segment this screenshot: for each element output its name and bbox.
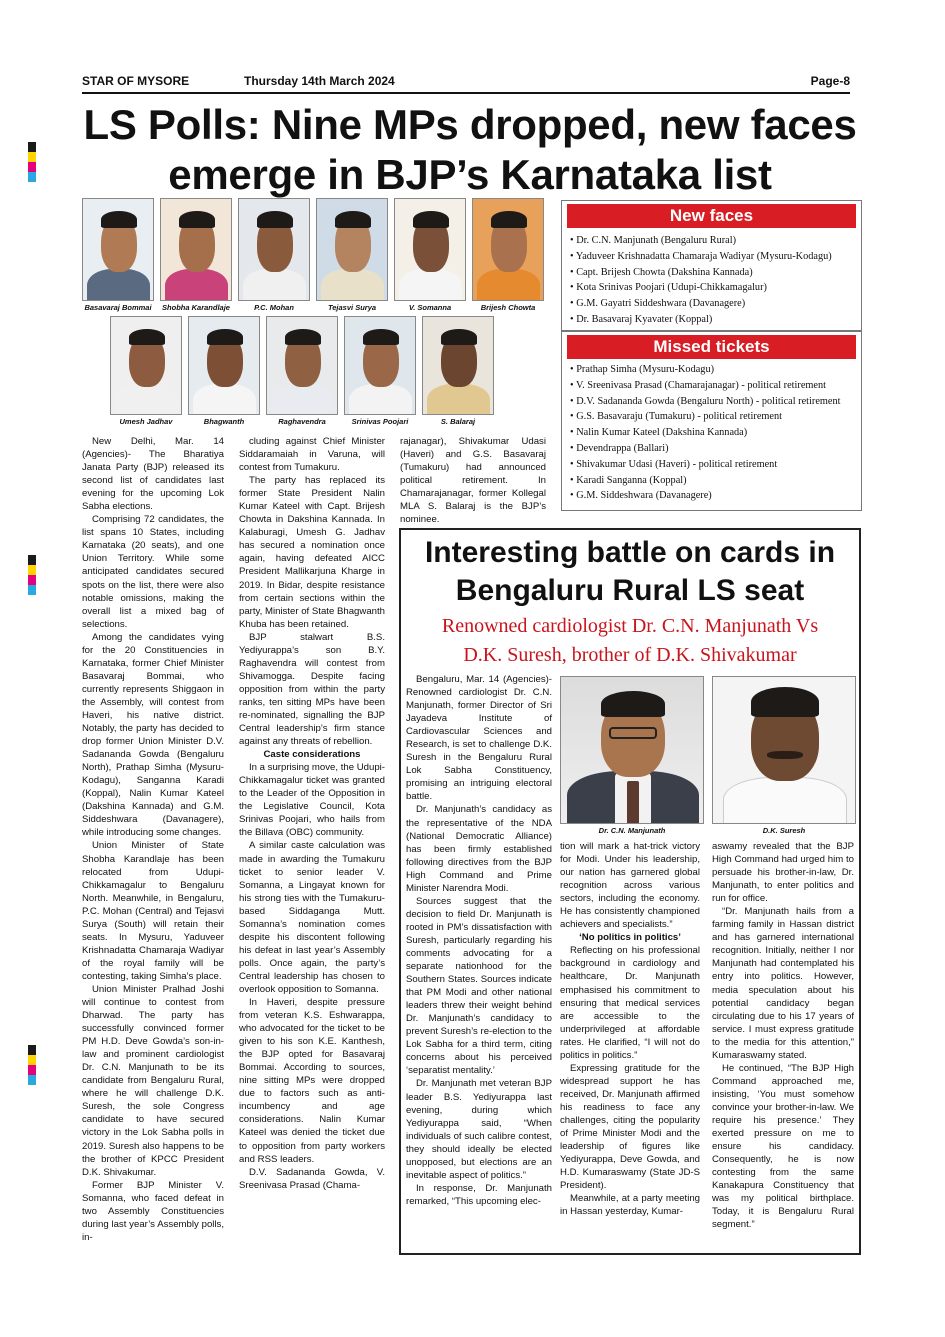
subheading-caste: Caste considerations bbox=[263, 749, 361, 761]
photo-caption: Tejasvi Surya bbox=[327, 303, 377, 312]
paragraph: aswamy revealed that the BJP High Command had urged him to persuade his brother-in-law, Dr. Manjunath, to enter politics and run for office. bbox=[712, 841, 854, 905]
paper-name: STAR OF MYSORE bbox=[82, 74, 190, 88]
politician-photo bbox=[238, 198, 310, 301]
paragraph: D.V. Sadananda Gowda, V. Sreenivasa Prasad (Chama- bbox=[239, 1166, 385, 1191]
politician-photo bbox=[472, 198, 544, 301]
photo-caption: Bhagwanth bbox=[203, 417, 245, 426]
politician-photo bbox=[344, 316, 416, 415]
story2-column-1 bbox=[406, 673, 552, 1208]
paragraph: Dr. Manjunath met veteran BJP leader B.S. Yediyurappa last evening, during which Yediyurappa said, “When individuals of such calibre contest, they should ideally be elected unopposed, but elections are an inevitable aspect of politics.” bbox=[406, 1078, 552, 1181]
photo-manjunath bbox=[560, 676, 704, 824]
photo-caption: Umesh Jadhav bbox=[119, 417, 173, 426]
list-item: • Prathap Simha (Mysuru-Kodagu) bbox=[570, 362, 857, 378]
masthead-rule bbox=[82, 92, 850, 94]
politician-photo bbox=[188, 316, 260, 415]
list-item: • G.S. Basavaraju (Tumakuru) - political retirement bbox=[570, 409, 857, 425]
story2-headline-line2: Bengaluru Rural LS seat bbox=[455, 574, 805, 607]
list-item: • Dr. Basavaraj Kyavater (Koppal) bbox=[570, 312, 857, 328]
photo-caption: Basavaraj Bommai bbox=[84, 303, 152, 312]
politician-photo bbox=[266, 316, 338, 415]
list-item: • V. Sreenivasa Prasad (Chamarajanagar) - political retirement bbox=[570, 378, 857, 394]
paragraph: In Haveri, despite pressure from veteran K.S. Eshwarappa, who advocated for the ticket to be given to his son K.E. Kanthesh, the BJP opted for Basavaraj Bommai. According to sources, nine sitting MPs were dropped due to factors such as anti-incumbency and age considerations. Nalin Kumar Kateel was denied the ticket due to opposition from party workers and RSS leaders. bbox=[239, 997, 385, 1165]
paragraph: Union Minister of State Shobha Karandlaje has been relocated from Udupi-Chikkamagalur to Bengaluru North. Meanwhile, in Bengaluru, P.C. Mohan (Central) and Tejasvi Surya (South) will retain their seats. In Mysuru, Yaduveer Krishnadatta Chamaraja Wadiyar of the royal family will be contesting, taking Simha’s place. bbox=[82, 840, 224, 982]
new-faces-box bbox=[561, 200, 862, 331]
paragraph: Expressing gratitude for the widespread support he has received, Dr. Manjunath affirmed his readiness to face any challenges, citing the popularity of Prime Minister Modi and the leadership of figures like Yediyurappa, Deve Gowda, and H.D. Kumaraswamy (State JD-S President). bbox=[560, 1062, 700, 1192]
registration-marks-mid bbox=[28, 555, 36, 595]
paragraph: Dr. Manjunath’s candidacy as the representative of the NDA (National Democratic Alliance) has been firmly established following directives from the BJP High Command and Prime Minister Narendra Modi. bbox=[406, 804, 552, 894]
paragraph: Sources suggest that the decision to field Dr. Manjunath is rooted in PM’s dissatisfaction with Suresh, particularly regarding his comments advocating for a separate nationhood for the Southern States. Sources indicate that PM Modi and other national leaders threw their weight behind Dr. Manjunath’s candidacy to prevent Suresh’s re-election to the Lok Sabha for a third term, citing concerns about his perceived ‘separatist mentality.’ bbox=[406, 895, 552, 1077]
photo-caption: Raghavendra bbox=[278, 417, 326, 426]
story2-deck-line1: Renowned cardiologist Dr. C.N. Manjunath Vs bbox=[441, 615, 819, 637]
registration-marks-top bbox=[28, 142, 36, 182]
paragraph: New Delhi, Mar. 14 (Agencies)- The Bharatiya Janata Party (BJP) released its second list of candidates last evening for the upcoming Lok Sabha elections. bbox=[82, 436, 224, 513]
list-item: • Karadi Sanganna (Koppal) bbox=[570, 473, 857, 489]
page-number: Page-8 bbox=[810, 74, 850, 88]
main-headline-line2: emerge in BJP’s Karnataka list bbox=[168, 151, 772, 198]
list-item: • Devendrappa (Ballari) bbox=[570, 441, 857, 457]
story2-headline-line1: Interesting battle on cards in bbox=[424, 536, 836, 569]
paragraph: In response, Dr. Manjunath remarked, “This upcoming elec- bbox=[406, 1182, 552, 1207]
masthead bbox=[82, 74, 850, 92]
paragraph: Among the candidates vying for the 20 Constituencies in Karnataka, former Chief Minister Basavaraj Bommai, who currently represents Shiggaon in the Assembly, will contest from Haveri, his native district. Notably, the party has decided to drop former Union Minister D.V. Sadananda Gowda (Bengaluru North), Prathap Simha (Mysuru-Kodagu), Sanganna Karadi (Koppal), Nalin Kumar Kateel (Dakshina Kannada) and G.M. Siddeshwara (Davanagere), while introducing some changes. bbox=[82, 631, 224, 839]
list-item: • Nalin Kumar Kateel (Dakshina Kannada) bbox=[570, 425, 857, 441]
politician-photo bbox=[82, 198, 154, 301]
paragraph: BJP stalwart B.S. Yediyurappa’s son B.Y. Raghavendra will contest from Shivamogga. Despite facing opposition from within the party ranks, ten sitting MPs have been re-nominated, signalling the BJP Central leadership’s firm stance against any threats of rebellion. bbox=[239, 631, 385, 748]
paragraph: The party has replaced its former State President Nalin Kumar Kateel with Capt. Brijesh Chowta in Dakshina Kannada. In Kalaburagi, Umesh G. Jadhav has secured a nomination once again, having defeated AICC President Mallikarjuna Kharge in 2019. In Bidar, despite resistance from certain sections within the party, Minister of State Bhagwanth Khuba has been retained. bbox=[239, 475, 385, 630]
list-item: • D.V. Sadananda Gowda (Bengaluru North) - political retirement bbox=[570, 394, 857, 410]
paragraph: A similar caste calculation was made in awarding the Tumakuru ticket to senior leader V. Somanna, a Lingayat known for his strong ties with the Tumakuru-based Siddaganga Mutt. Somanna’s nomination comes despite his discontent following his defeat in last year’s Assembly polls. Once again, the party’s Central leadership has chosen to overlook opposition to Somanna. bbox=[239, 840, 385, 995]
caption-dk-suresh: D.K. Suresh bbox=[762, 826, 806, 835]
list-item: • G.M. Siddeshwara (Davanagere) bbox=[570, 488, 857, 504]
politician-photo bbox=[160, 198, 232, 301]
subheading-no-politics: ‘No politics in politics’ bbox=[579, 932, 681, 944]
story1-column-2 bbox=[239, 435, 385, 1192]
story2-deck bbox=[400, 612, 860, 670]
paragraph: He continued, “The BJP High Command approached me, insisting, ‘You must somehow convince your brother-in-law. We require his presence.’ They exerted pressure on me to ensure his candidacy. Consequently, he is now contesting from the same Kanakapura Constituency that was my political birthplace. Today, it is Bengaluru Rural segment.” bbox=[712, 1062, 854, 1231]
list-item: • G.M. Gayatri Siddeshwara (Davanagere) bbox=[570, 296, 857, 312]
main-headline bbox=[70, 100, 870, 200]
paragraph: Comprising 72 candidates, the list spans 10 States, including Karnataka (20 seats), and one Union Territory. While some anticipated candidates secured spots on the list, there were also notable omissions, making the overall list a mixed bag of selections. bbox=[82, 514, 224, 630]
caption-manjunath: Dr. C.N. Manjunath bbox=[598, 826, 666, 835]
missed-tickets-box bbox=[561, 331, 862, 511]
politician-photo bbox=[316, 198, 388, 301]
story1-column-1 bbox=[82, 435, 224, 1244]
politician-photo bbox=[110, 316, 182, 415]
paragraph: cluding against Chief Minister Siddaramaiah in Varuna, will contest from Tumakuru. bbox=[239, 436, 385, 474]
photo-caption: Shobha Karandlaje bbox=[162, 303, 230, 312]
list-item: • Dr. C.N. Manjunath (Bengaluru Rural) bbox=[570, 233, 857, 249]
politician-photo bbox=[394, 198, 466, 301]
issue-date: Thursday 14th March 2024 bbox=[244, 74, 395, 88]
story1-column-3 bbox=[400, 435, 546, 526]
new-faces-list bbox=[570, 233, 857, 328]
story2-column-3 bbox=[712, 840, 854, 1231]
story2-deck-line2: D.K. Suresh, brother of D.K. Shivakumar bbox=[463, 644, 797, 666]
paragraph: In a surprising move, the Udupi-Chikkamagalur ticket was granted to the Leader of the Opposition in the Legislative Council, Kota Srinivas Poojari, who hails from the Billava (OBC) community. bbox=[239, 762, 385, 839]
paragraph: rajanagar), Shivakumar Udasi (Haveri) and G.S. Basavaraj (Tumakuru) had announced political retirement. In Chamarajanagar, former Kollegal MLA S. Balaraj is the BJP’s nominee. bbox=[400, 436, 546, 526]
politician-photo bbox=[422, 316, 494, 415]
list-item: • Shivakumar Udasi (Haveri) - political retirement bbox=[570, 457, 857, 473]
photo-caption: S. Balaraj bbox=[440, 417, 476, 426]
missed-tickets-list bbox=[570, 362, 857, 504]
photo-caption: P.C. Mohan bbox=[254, 303, 294, 312]
story2-headline bbox=[400, 534, 860, 610]
new-faces-title: New faces bbox=[567, 204, 856, 228]
paragraph: tion will mark a hat-trick victory for Modi. Under his leadership, our nation has garnered global recognition across various sectors, including the economy. He has consistently championed achievers and specialists.” bbox=[560, 841, 700, 931]
paragraph: Former BJP Minister V. Somanna, who faced defeat in two Assembly Constituencies during last year’s Assembly polls, in- bbox=[82, 1179, 224, 1243]
missed-tickets-title: Missed tickets bbox=[567, 335, 856, 359]
paragraph: “Dr. Manjunath hails from a farming family in Hassan district and has garnered international recognition. Initially, neither I nor Manjunath had contemplated his entry into politics. However, media speculation about his potential candidacy began circulating due to his 17 years of service. I must express gratitude to the media for this attention,” Kumaraswamy stated. bbox=[712, 906, 854, 1061]
registration-marks-bottom bbox=[28, 1045, 36, 1085]
photo-caption: V. Somanna bbox=[408, 303, 452, 312]
list-item: • Kota Srinivas Poojari (Udupi-Chikkamagalur) bbox=[570, 280, 857, 296]
list-item: • Yaduveer Krishnadatta Chamaraja Wadiyar (Mysuru-Kodagu) bbox=[570, 249, 857, 265]
paragraph: Bengaluru, Mar. 14 (Agencies)- Renowned cardiologist Dr. C.N. Manjunath, former Director of Sri Jayadeva Institute of Cardiovascular Sciences and Research, is set to challenge D.K. Suresh in the Bengaluru Rural Lok Sabha Constituency, promising an intriguing electoral battle. bbox=[406, 674, 552, 803]
paragraph: Meanwhile, at a party meeting in Hassan yesterday, Kumar- bbox=[560, 1193, 700, 1218]
story2-column-2 bbox=[560, 840, 700, 1218]
paragraph: Reflecting on his professional background in cardiology and healthcare, Dr. Manjunath emphasised his commitment to ensuring that medical services are accessible to the underprivileged at affordable rates. He clarified, “I will not do politics in politics.” bbox=[560, 945, 700, 1061]
paragraph: Union Minister Pralhad Joshi will continue to contest from Dharwad. The party has successfully convinced former PM H.D. Deve Gowda’s son-in-law and prominent cardiologist Dr. C.N. Manjunath to be its candidate from Bengaluru Rural, where he will challenge D.K. Suresh, the sole Congress candidate to have secured victory in the Lok Sabha polls in 2019. Suresh also happens to be the brother of KPCC President D.K. Shivakumar. bbox=[82, 983, 224, 1178]
main-headline-line1: LS Polls: Nine MPs dropped, new faces bbox=[83, 101, 857, 148]
photo-dk-suresh bbox=[712, 676, 856, 824]
list-item: • Capt. Brijesh Chowta (Dakshina Kannada) bbox=[570, 265, 857, 281]
photo-caption: Brijesh Chowta bbox=[480, 303, 536, 312]
photo-caption: Srinivas Poojari bbox=[351, 417, 409, 426]
